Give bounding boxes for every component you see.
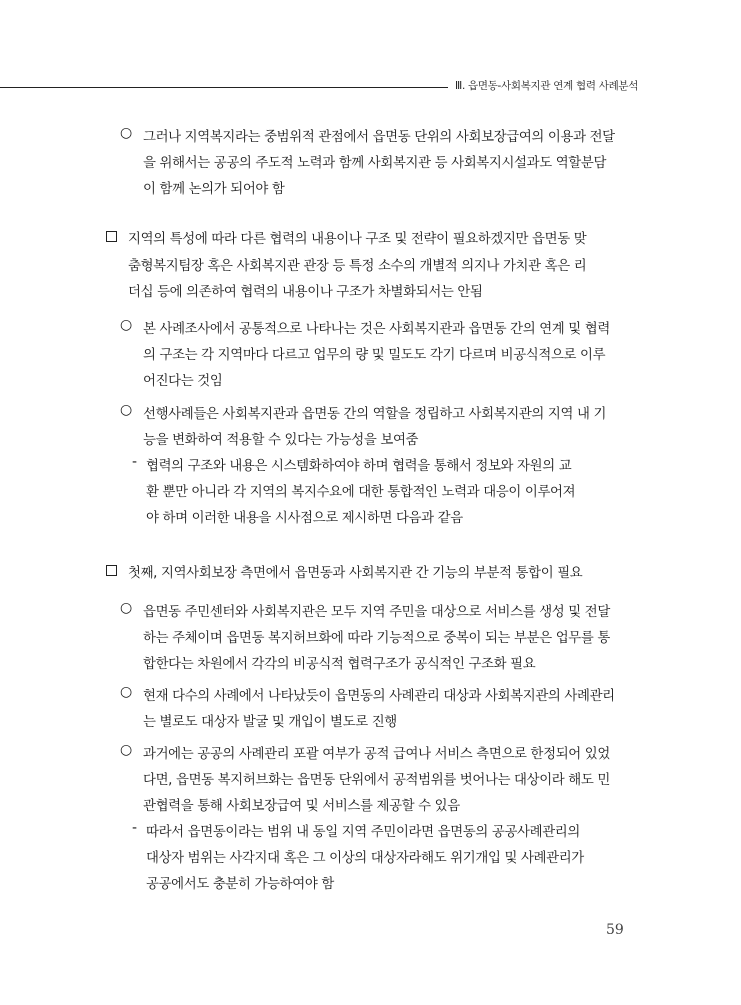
text-line: 공공에서도 충분히 가능하여야 함 (146, 877, 334, 892)
text-line: 어진다는 것임 (143, 374, 223, 389)
text-line: 관협력을 통해 사회보장급여 및 서비스를 제공할 수 있음 (143, 799, 460, 814)
square-marker (106, 231, 117, 242)
text-line: 능을 변화하여 적용할 수 있다는 가능성을 보여줌 (143, 433, 419, 448)
page-number: 59 (606, 922, 624, 938)
circle-marker: ○ (120, 402, 133, 418)
header-rule (0, 87, 448, 88)
text-line: 과거에는 공공의 사례관리 포괄 여부가 공적 급여나 서비스 측면으로 한정되어 있었 (143, 747, 610, 762)
text-line: 야 하며 이러한 내용을 시사점으로 제시하면 다음과 같음 (146, 511, 463, 526)
text-line: 다면, 읍면동 복지허브화는 읍면동 단위에서 공적범위를 벗어나는 대상이라 해도 민 (143, 773, 610, 788)
text-line: 합한다는 차원에서 각각의 비공식적 협력구조가 공식적인 구조화 필요 (143, 657, 536, 672)
text-line: 그러나 지역복지라는 중범위적 관점에서 읍면동 단위의 사회보장급여의 이용과 전달 (143, 130, 615, 145)
circle-marker: ○ (120, 742, 133, 758)
text-line: 첫째, 지역사회보장 측면에서 읍면동과 사회복지관 간 기능의 부분적 통합이 필요 (128, 566, 583, 581)
text-line: 이 함께 논의가 되어야 함 (143, 182, 285, 197)
circle-marker: ○ (120, 125, 133, 141)
text-line: 본 사례조사에서 공통적으로 나타나는 것은 사회복지관과 읍면동 간의 연계 및 협력 (143, 322, 610, 337)
text-line: 춤형복지팀장 혹은 사회복지관 관장 등 특정 소수의 개별적 의지나 가치관 혹은 리 (128, 259, 587, 274)
text-line: 읍면동 주민센터와 사회복지관은 모두 지역 주민을 대상으로 서비스를 생성 및 전달 (143, 605, 610, 620)
circle-marker: ○ (120, 684, 133, 700)
square-marker (106, 565, 117, 576)
text-line: 현재 다수의 사례에서 나타났듯이 읍면동의 사례관리 대상과 사회복지관의 사례관리 (143, 689, 615, 704)
text-line: 의 구조는 각 지역마다 다르고 업무의 량 및 밀도도 각기 다르며 비공식적으로 이루 (143, 348, 606, 363)
text-line: 협력의 구조와 내용은 시스템화하여야 하며 협력을 통해서 정보와 자원의 교 (146, 459, 572, 474)
circle-marker: ○ (120, 600, 133, 616)
text-line: 는 별로도 대상자 발굴 및 개입이 별도로 진행 (143, 715, 397, 730)
text-line: 환 뿐만 아니라 각 지역의 복지수요에 대한 통합적인 노력과 대응이 이루어져 (146, 485, 576, 500)
text-line: 대상자 범위는 사각지대 혹은 그 이상의 대상자라해도 위기개입 및 사례관리가 (146, 851, 584, 866)
dash-marker: - (132, 820, 138, 836)
text-line: 을 위해서는 공공의 주도적 노력과 함께 사회복지관 등 사회복지시설과도 역할분담 (143, 156, 607, 171)
text-line: 지역의 특성에 따라 다른 협력의 내용이나 구조 및 전략이 필요하겠지만 읍면동 맞 (128, 232, 587, 247)
text-line: 더십 등에 의존하여 협력의 내용이나 구조가 차별화되서는 안됨 (128, 285, 483, 300)
running-header: Ⅲ. 읍면동-사회복지관 연계 협력 사례분석 (455, 80, 639, 92)
text-line: 따라서 읍면동이라는 범위 내 동일 지역 주민이라면 읍면동의 공공사례관리의 (146, 825, 580, 840)
text-line: 선행사례들은 사회복지관과 읍면동 간의 역할을 정립하고 사회복지관의 지역 내 기 (143, 407, 607, 422)
dash-marker: - (132, 454, 138, 470)
circle-marker: ○ (120, 317, 133, 333)
text-line: 하는 주체이며 읍면동 복지허브화에 따라 기능적으로 중복이 되는 부분은 업무를 통 (143, 631, 610, 646)
